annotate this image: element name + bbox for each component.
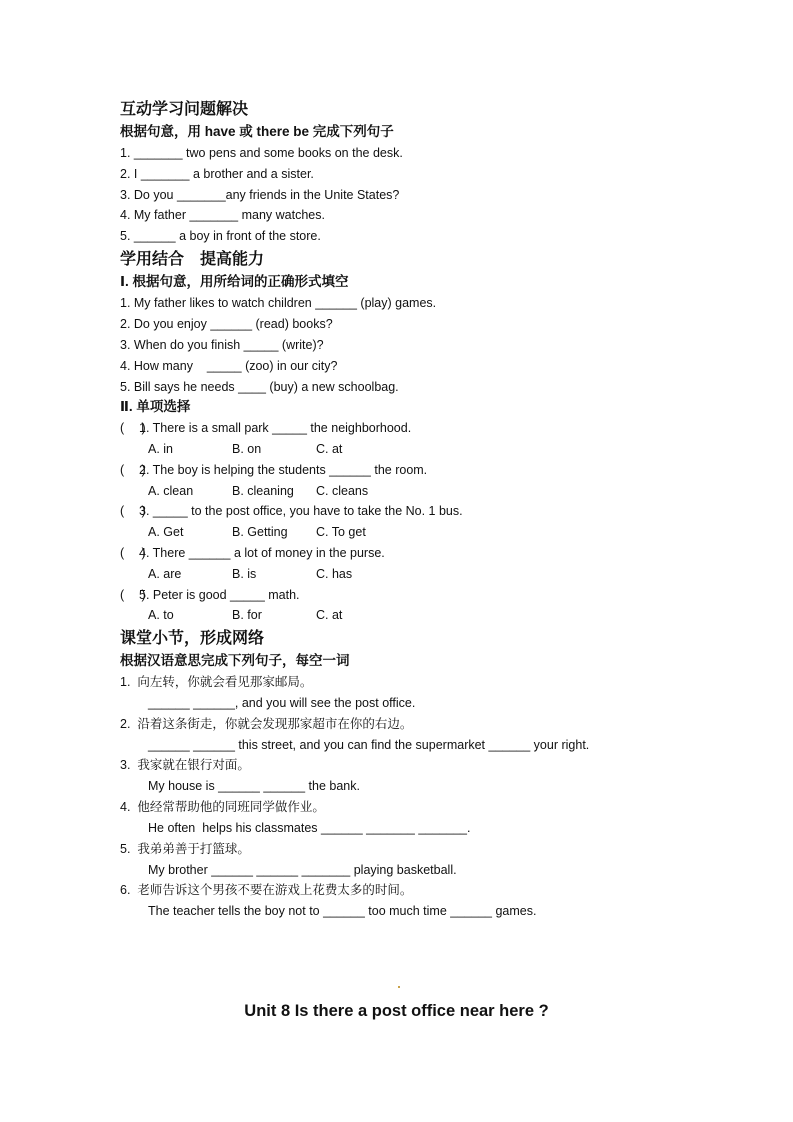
translation-cn: 6. 老师告诉这个男孩不要在游戏上花费太多的时间。 [120,883,413,897]
unit-title: Unit 8 Is there a post office near here ? [244,1002,549,1020]
part1-item: 4. How many _____ (zoo) in our city? [120,359,338,373]
mc-question: 4. There ______ a lot of money in the purse. [139,546,385,560]
part1-item: 1. My father likes to watch children ______ (play) games. [120,296,437,310]
translation-en: My house is ______ ______ the bank. [148,779,360,793]
section3-subtitle: 根据汉语意思完成下列句子，每空一词 [120,653,350,668]
translation-en: My brother ______ ______ _______ playing basketball. [148,863,457,877]
translation-en: ______ ______ this street, and you can find the supermarket ______ your right. [148,738,590,752]
section1-item: 3. Do you _______any friends in the Unite States? [120,188,400,202]
part1-title: Ⅰ. 根据句意，用所给词的正确形式填空 [120,274,349,289]
section2-title: 学用结合 提高能力 [120,251,265,268]
mc-option-c: C. cleans [316,484,369,498]
part2-title: Ⅱ. 单项选择 [120,399,191,414]
translation-en: The teacher tells the boy not to ______ too much time ______ games. [148,904,537,918]
mc-option-b: B. cleaning [232,484,294,498]
section1-title: 互动学习问题解决 [120,101,249,118]
mc-option-c: C. To get [316,525,366,539]
translation-cn: 5. 我弟弟善于打篮球。 [120,842,250,856]
mc-option-a: A. to [148,608,174,622]
mc-option-c: C. at [316,442,343,456]
translation-cn: 2. 沿着这条街走，你就会发现那家超市在你的右边。 [120,717,413,731]
mc-option-a: A. are [148,567,182,581]
decorative-dot [398,986,400,988]
mc-option-a: A. in [148,442,174,456]
mc-option-b: B. Getting [232,525,288,539]
translation-cn: 4. 他经常帮助他的同班同学做作业。 [120,800,325,814]
answer-bracket: ( ) [120,588,146,602]
translation-cn: 3. 我家就在银行对面。 [120,758,250,772]
translation-en: ______ ______, and you will see the post office. [148,696,416,710]
mc-question: 2. The boy is helping the students ______ the room. [139,463,428,477]
mc-option-a: A. clean [148,484,194,498]
mc-option-a: A. Get [148,525,184,539]
section1-item: 2. I _______ a brother and a sister. [120,167,314,181]
part1-item: 5. Bill says he needs ____ (buy) a new schoolbag. [120,380,399,394]
translation-en: He often helps his classmates ______ _______ _______. [148,821,471,835]
mc-question: 5. Peter is good _____ math. [139,588,300,602]
section1-item: 5. ______ a boy in front of the store. [120,229,321,243]
mc-option-b: B. is [232,567,257,581]
section1-item: 4. My father _______ many watches. [120,208,325,222]
part1-item: 2. Do you enjoy ______ (read) books? [120,317,333,331]
mc-option-c: C. at [316,608,343,622]
answer-bracket: ( ) [120,421,146,435]
mc-question: 1. There is a small park _____ the neighborhood. [139,421,412,435]
translation-cn: 1. 向左转，你就会看见那家邮局。 [120,675,313,689]
mc-option-c: C. has [316,567,353,581]
answer-bracket: ( ) [120,504,146,518]
mc-option-b: B. on [232,442,262,456]
section1-subtitle: 根据句意，用 have 或 there be 完成下列句子 [120,124,394,139]
part1-item: 3. When do you finish _____ (write)? [120,338,324,352]
mc-question: 3. _____ to the post office, you have to take the No. 1 bus. [139,504,463,518]
section3-title: 课堂小节，形成网络 [120,630,265,647]
section1-item: 1. _______ two pens and some books on the desk. [120,146,403,160]
answer-bracket: ( ) [120,546,146,560]
answer-bracket: ( ) [120,463,146,477]
mc-option-b: B. for [232,608,262,622]
